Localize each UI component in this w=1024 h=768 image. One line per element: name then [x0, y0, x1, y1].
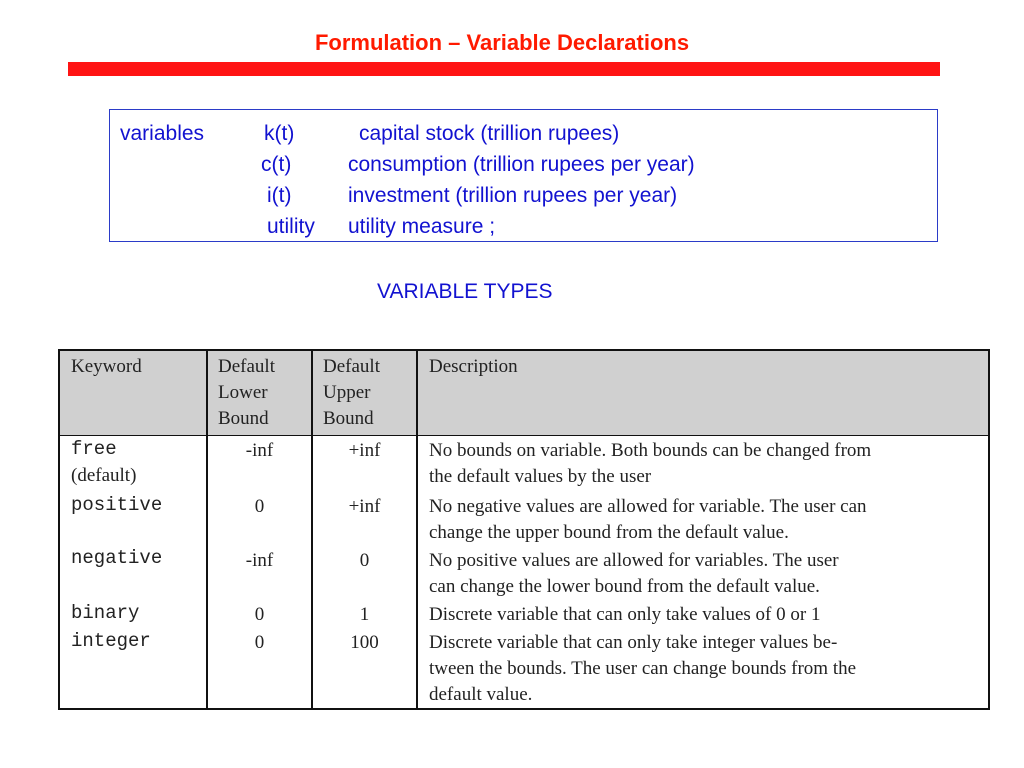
keyword-note: (default) — [71, 465, 137, 486]
decl-var-desc: capital stock (trillion rupees) — [359, 122, 620, 145]
description-line: change the upper bound from the default value. — [429, 522, 789, 543]
keyword-cell: integer — [71, 630, 151, 652]
keyword-cell: negative — [71, 547, 163, 569]
description-line: Discrete variable that can only take values of 0 or 1 — [429, 604, 821, 625]
header-description: Description — [429, 356, 518, 377]
upper-bound-cell: +inf — [348, 440, 381, 461]
decl-var-desc: investment (trillion rupees per year) — [348, 184, 678, 207]
decl-var-desc: consumption (trillion rupees per year) — [348, 153, 695, 176]
variable-declaration-box — [109, 109, 938, 242]
header-default-upper-bound: Default Upper Bound — [323, 356, 380, 429]
table-header-background — [60, 351, 988, 435]
table-header-divider — [60, 435, 988, 436]
title-underline-bar — [68, 62, 940, 76]
slide-title: Formulation – Variable Declarations — [314, 30, 690, 55]
variable-types-table — [58, 349, 990, 710]
upper-bound-cell: +inf — [348, 496, 381, 517]
decl-var-desc: utility measure ; — [348, 215, 496, 238]
description-line: can change the lower bound from the default value. — [429, 576, 820, 597]
decl-var-name: k(t) — [264, 122, 295, 145]
decl-var-name: c(t) — [261, 153, 292, 176]
description-line: No bounds on variable. Both bounds can be changed from — [429, 440, 872, 461]
description-line: tween the bounds. The user can change bounds from the — [429, 658, 857, 679]
keyword-cell: binary — [71, 602, 140, 624]
description-line: default value. — [429, 684, 533, 705]
description-line: No negative values are allowed for variable. The user can — [429, 496, 867, 517]
description-line: the default values by the user — [429, 466, 652, 487]
description-line: Discrete variable that can only take integer values be- — [429, 632, 838, 653]
header-keyword: Keyword — [71, 356, 142, 377]
upper-bound-cell: 100 — [350, 632, 379, 653]
keyword-cell: free — [71, 438, 117, 460]
declaration-keyword: variables — [120, 122, 205, 145]
variable-types-heading: VARIABLE TYPES — [377, 280, 553, 303]
lower-bound-cell: 0 — [254, 604, 265, 625]
upper-bound-cell: 0 — [359, 550, 370, 571]
lower-bound-cell: 0 — [254, 496, 265, 517]
decl-var-name: utility — [267, 215, 315, 238]
lower-bound-cell: -inf — [245, 440, 274, 461]
upper-bound-cell: 1 — [359, 604, 370, 625]
lower-bound-cell: 0 — [254, 632, 265, 653]
column-divider — [416, 351, 418, 708]
keyword-cell: positive — [71, 494, 163, 516]
lower-bound-cell: -inf — [245, 550, 274, 571]
header-default-lower-bound: Default Lower Bound — [218, 356, 275, 429]
decl-var-name: i(t) — [267, 184, 292, 207]
description-line: No positive values are allowed for variables. The user — [429, 550, 839, 571]
